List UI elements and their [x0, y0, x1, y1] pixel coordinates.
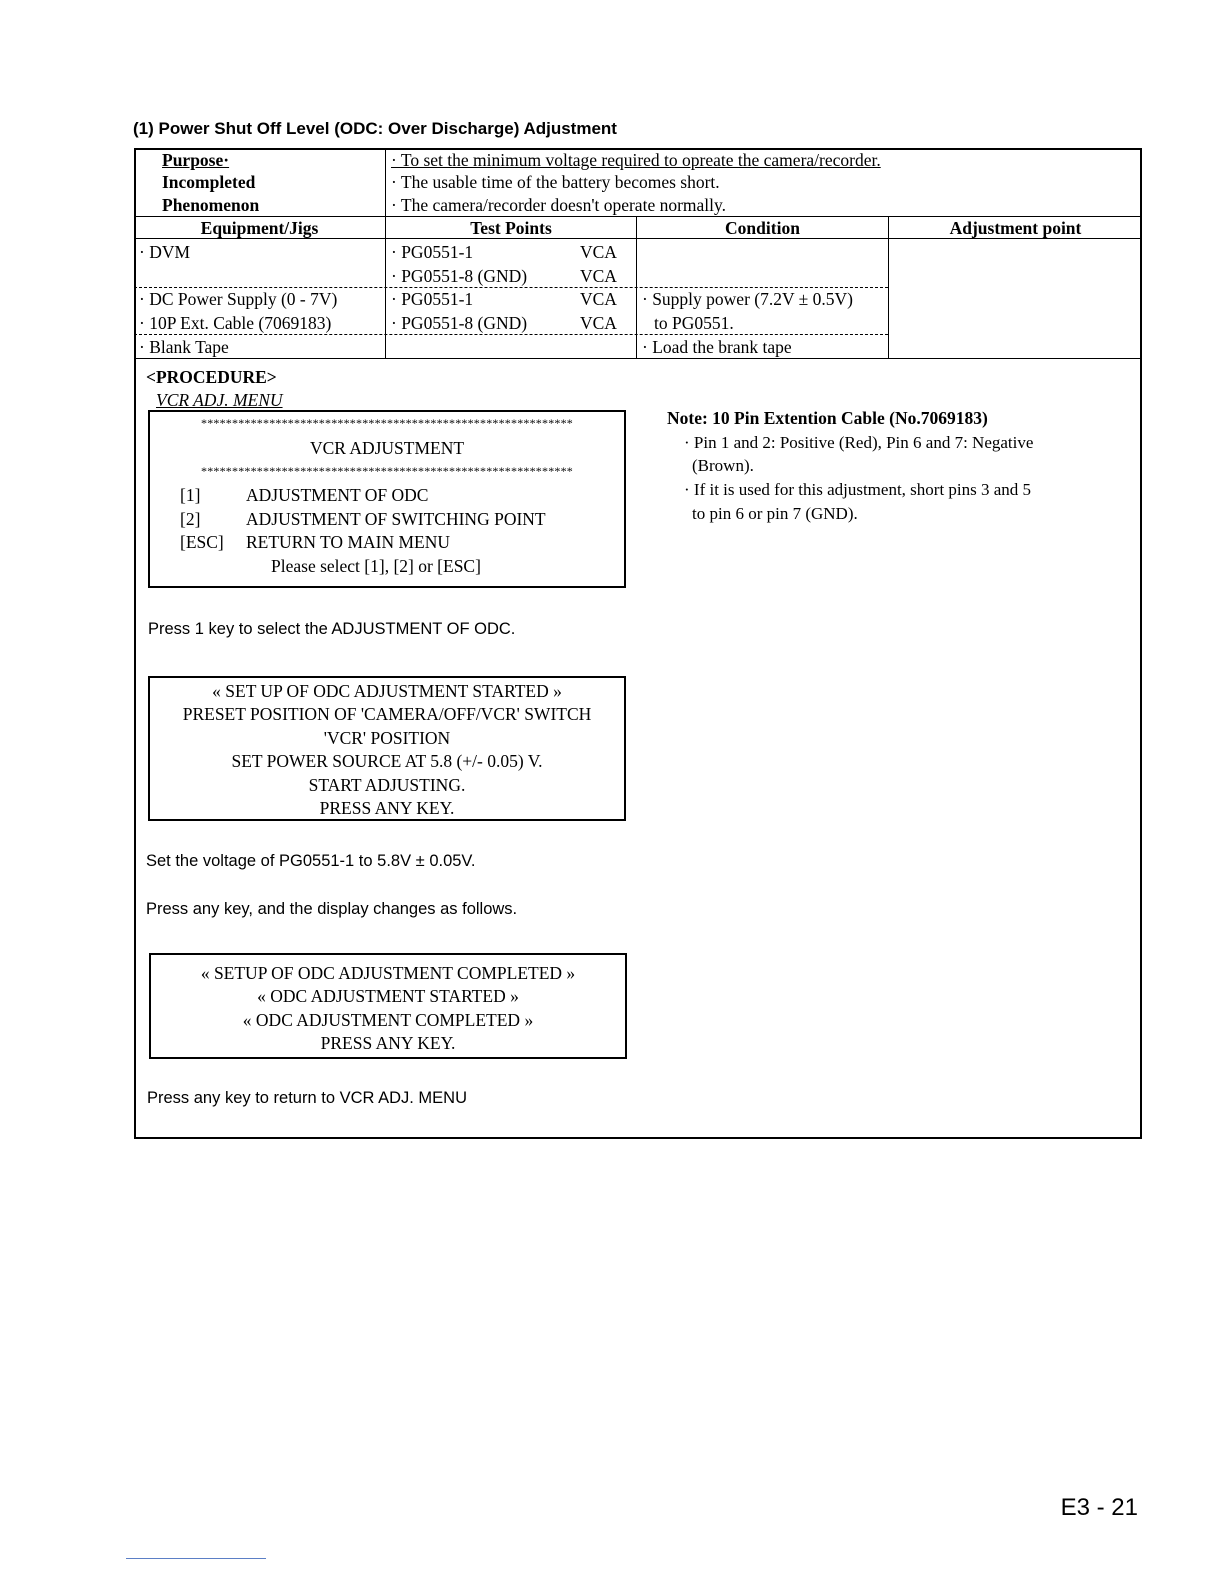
note-title: Note: 10 Pin Extention Cable (No.7069183) [667, 408, 988, 428]
note-line: · If it is used for this adjustment, short pins 3 and 5 [684, 480, 1032, 499]
incompleted-text: · The usable time of the battery becomes short. [391, 172, 720, 192]
purpose-label: Purpose· [162, 150, 230, 170]
vcr-adjustment-menu-screen [148, 410, 626, 588]
condition-text: · Supply power (7.2V ± 0.5V) [642, 289, 853, 309]
menu-title: VCR ADJUSTMENT [309, 438, 465, 458]
condition-text: · Load the brank tape [642, 337, 792, 357]
screen-line: PRESS ANY KEY. [320, 1033, 456, 1054]
odc-completed-screen [149, 953, 627, 1059]
test-point: · PG0551-8 (GND) [391, 266, 528, 286]
equipment-item: · DVM [139, 242, 191, 262]
section-title: (1) Power Shut Off Level (ODC: Over Discharge) Adjustment [133, 119, 617, 138]
test-point-vca: VCA [580, 242, 617, 262]
column-header-equipment: Equipment/Jigs [200, 218, 319, 238]
stars-divider: ************************************************************ [201, 464, 573, 478]
column-header-condition: Condition [725, 218, 800, 238]
screen-line: PRESS ANY KEY. [319, 798, 455, 819]
menu-prompt: Please select [1], [2] or [ESC] [271, 556, 481, 576]
screen-line: « SETUP OF ODC ADJUSTMENT COMPLETED » [200, 963, 576, 983]
row-divider-table-end [134, 358, 1142, 359]
stars-divider: ************************************************************ [201, 416, 573, 430]
col-divider-1 [385, 148, 386, 358]
test-point: · PG0551-8 (GND) [391, 313, 528, 333]
procedure-heading: <PROCEDURE> [146, 367, 277, 387]
menu-name: VCR ADJ. MENU [156, 390, 283, 410]
equipment-item: · 10P Ext. Cable (7069183) [139, 313, 332, 333]
test-point-vca: VCA [580, 266, 617, 286]
screen-line: « ODC ADJUSTMENT STARTED » [257, 986, 519, 1007]
equipment-item: · Blank Tape [139, 337, 229, 357]
page-number: E3 - 21 [1060, 1494, 1138, 1521]
note-line: (Brown). [692, 456, 754, 475]
instruction-step-4: Press any key to return to VCR ADJ. MENU [147, 1089, 468, 1107]
instruction-step-1: Press 1 key to select the ADJUSTMENT OF ODC. [148, 620, 516, 638]
test-point-vca: VCA [580, 313, 617, 333]
setup-odc-screen [148, 676, 626, 821]
test-point: · PG0551-1 [391, 289, 474, 309]
screen-line: START ADJUSTING. [308, 774, 466, 795]
test-point-vca: VCA [580, 289, 617, 309]
phenomenon-label: Phenomenon [162, 195, 260, 215]
screen-line: « ODC ADJUSTMENT COMPLETED » [242, 1009, 534, 1030]
menu-key: [ESC] [180, 532, 224, 552]
condition-text: to PG0551. [654, 313, 734, 333]
screen-line: 'VCR' POSITION [323, 727, 451, 748]
equipment-item: · DC Power Supply (0 - 7V) [139, 289, 338, 309]
note-line: to pin 6 or pin 7 (GND). [692, 504, 858, 523]
menu-key: [2] [180, 509, 201, 529]
screen-line: PRESET POSITION OF 'CAMERA/OFF/VCR' SWITCH [182, 704, 592, 725]
screen-line: « SET UP OF ODC ADJUSTMENT STARTED » [212, 681, 562, 701]
purpose-text: · To set the minimum voltage required to opreate the camera/recorder. [391, 150, 881, 170]
menu-key: [1] [180, 485, 201, 505]
test-point: · PG0551-1 [391, 242, 474, 262]
note-line: · Pin 1 and 2: Positive (Red), Pin 6 and 7: Negative [684, 433, 1034, 452]
phenomenon-text: · The camera/recorder doesn't operate normally. [391, 195, 727, 215]
menu-item: ADJUSTMENT OF ODC [246, 485, 429, 505]
instruction-step-3: Press any key, and the display changes as follows. [146, 900, 518, 918]
instruction-step-2: Set the voltage of PG0551-1 to 5.8V ± 0.05V. [146, 852, 476, 870]
menu-item: RETURN TO MAIN MENU [246, 532, 451, 552]
screen-line: SET POWER SOURCE AT 5.8 (+/- 0.05) V. [231, 751, 543, 772]
column-header-test-points: Test Points [470, 218, 552, 238]
incompleted-label: Incompleted [162, 172, 256, 192]
menu-item: ADJUSTMENT OF SWITCHING POINT [246, 509, 546, 529]
column-header-adjustment-point: Adjustment point [949, 218, 1082, 238]
footer-rule [126, 1558, 266, 1559]
